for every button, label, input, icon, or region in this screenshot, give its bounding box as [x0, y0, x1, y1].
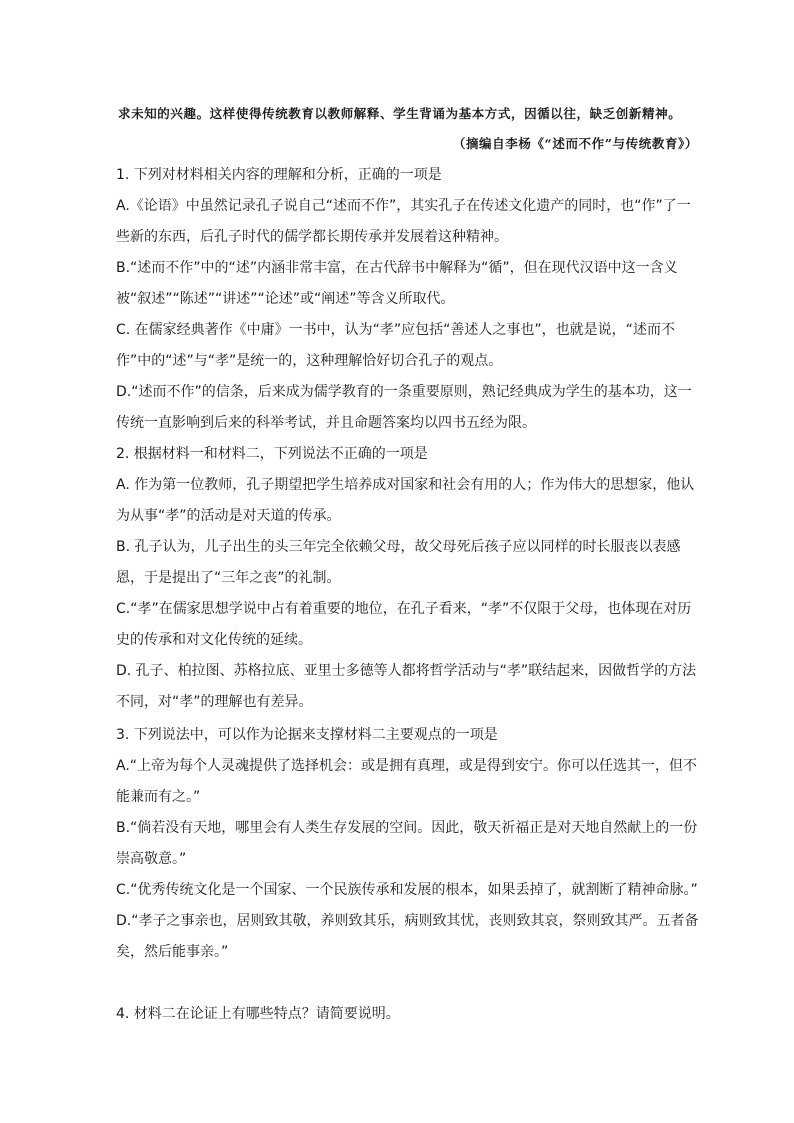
question-1 [116, 160, 700, 439]
question-4 [116, 999, 700, 1030]
question-1-option-c: C. 在儒家经典著作《中庸》一书中，认为“孝”应包括“善述人之事也”，也就是说，“述而不作”中的“述”与“孝”是统一的，这种理解恰好切合孔子的观点。 [116, 322, 675, 369]
question-1-option-b: B.“述而不作”中的“述”内涵非常丰富，在古代辞书中解释为“循”，但在现代汉语中这一含义被“叙述”“陈述”“讲述”“论述”或“阐述”等含义所取代。 [116, 260, 678, 307]
question-3-option-d: D.“孝子之事亲也，居则致其敬，养则致其乐，病则致其忧，丧则致其哀，祭则致其严。五者备矣，然后能事亲。” [116, 913, 699, 960]
source-citation: （摘编自李杨《“述而不作”与传统教育》） [452, 136, 698, 151]
question-2 [116, 439, 700, 718]
question-4-stem: 4. 材料二在论证上有哪些特点？请简要说明。 [116, 1006, 400, 1022]
question-3-option-a: A.“上帝为每个人灵魂提供了选择机会：或是拥有真理，或是得到安宁。你可以任选其一，但不能兼而有之。” [116, 758, 698, 805]
question-2-option-b: B. 孔子认为，儿子出生的头三年完全依赖父母，故父母死后孩子应以同样的时长服丧以表感恩，于是提出了“三年之丧”的礼制。 [116, 539, 681, 586]
question-2-option-d: D. 孔子、柏拉图、苏格拉底、亚里士多德等人都将哲学活动与“孝”联结起来，因做哲学的方法不同，对“孝”的理解也有差异。 [116, 663, 697, 710]
question-3 [116, 720, 700, 968]
question-3-option-c: C.“优秀传统文化是一个国家、一个民族传承和发展的根本，如果丢掉了，就割断了精神命脉。” [116, 882, 698, 898]
question-3-stem: 3. 下列说法中，可以作为论据来支撑材料二主要观点的一项是 [116, 727, 498, 743]
passage-closing-line: 求未知的兴趣。这样使得传统教育以教师解释、学生背诵为基本方式，因循以往，缺乏创新精神。 [118, 106, 682, 121]
question-2-option-c: C.“孝”在儒家思想学说中占有着重要的地位，在孔子看来，“孝”不仅限于父母，也体现在对历史的传承和对文化传统的延续。 [116, 601, 692, 648]
question-2-stem: 2. 根据材料一和材料二，下列说法不正确的一项是 [116, 446, 428, 462]
question-1-option-d: D.“述而不作”的信条，后来成为儒学教育的一条重要原则，熟记经典成为学生的基本功，这一传统一直影响到后来的科举考试，并且命题答案均以四书五经为限。 [116, 384, 692, 431]
question-1-option-a: A.《论语》中虽然记录孔子说自己“述而不作”，其实孔子在传述文化遗产的同时，也“作”了一些新的东西，后孔子时代的儒学都长期传承并发展着这种精神。 [116, 198, 691, 245]
question-3-option-b: B.“倘若没有天地，哪里会有人类生存发展的空间。因此，敬天祈福正是对天地自然献上的一份崇高敬意。” [116, 820, 698, 867]
question-2-option-a: A. 作为第一位教师，孔子期望把学生培养成对国家和社会有用的人；作为伟大的思想家，他认为从事“孝”的活动是对天道的传承。 [116, 477, 695, 524]
question-1-stem: 1. 下列对材料相关内容的理解和分析，正确的一项是 [116, 167, 442, 183]
